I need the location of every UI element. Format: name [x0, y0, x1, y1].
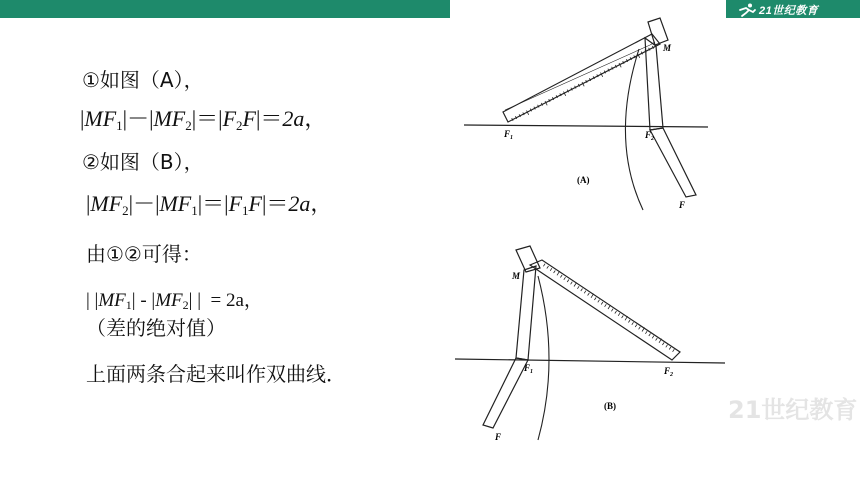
figure-a: [464, 18, 708, 210]
hyperbola-branch-b: [538, 276, 549, 440]
equation-case-b: $|MF_2|-|MF_1|=|F_1F|=2a$，: [86, 191, 333, 218]
label-f-a: F: [679, 200, 686, 210]
ruler-f1-m-a: [503, 34, 660, 122]
label-f1-b: $F_1$: [524, 363, 534, 375]
ruler-f2-f-a: [650, 128, 696, 197]
ruler-f1-f-b: [483, 358, 528, 428]
label-f2-b: $F_2$: [664, 366, 674, 378]
figure-b: [455, 246, 725, 442]
logo-text: 21世纪教育: [759, 4, 819, 17]
hyperbola-definition: 上面两条合起来叫作双曲线．: [86, 362, 346, 386]
equation-case-a: $|MF_1|-|MF_2|=|F_2F|=2a$，: [80, 106, 327, 133]
hyperbola-branch-a: [625, 49, 643, 210]
conclusion-label: 由①②可得：: [86, 242, 202, 266]
top-bar: [0, 0, 860, 18]
brand-logo: [738, 1, 818, 18]
case-b-label: ②如图（B），: [82, 150, 204, 174]
hyperbola-construction-figure: [450, 18, 726, 464]
string-a: [505, 42, 655, 110]
case-a-label: ①如图（A），: [82, 68, 204, 92]
label-f2-a: $F_2$: [645, 130, 655, 142]
brand-watermark: [724, 388, 858, 452]
watermark-text: 21世纪教育: [728, 396, 858, 424]
label-f1-a: $F_1$: [504, 129, 514, 141]
absolute-equation: | $|MF_1| - |MF_2|$ | = 2a，: [86, 290, 263, 312]
ruler-m-f2-b: [530, 260, 680, 360]
label-m-b: M: [512, 271, 521, 281]
label-f-b: F: [495, 432, 502, 442]
caption-a: (A): [577, 175, 590, 185]
caption-b: (B): [604, 401, 616, 411]
axis-line-a: [464, 125, 708, 127]
ruler-m-f2-a: [645, 38, 663, 130]
ruler-ticks-b: [543, 264, 674, 352]
runner-logo-icon: [738, 3, 756, 17]
absolute-value-note: （差的绝对值）: [86, 316, 226, 340]
top-bar-gap: [450, 0, 726, 18]
label-m-a: M: [663, 43, 672, 53]
axis-line-b: [455, 359, 725, 363]
